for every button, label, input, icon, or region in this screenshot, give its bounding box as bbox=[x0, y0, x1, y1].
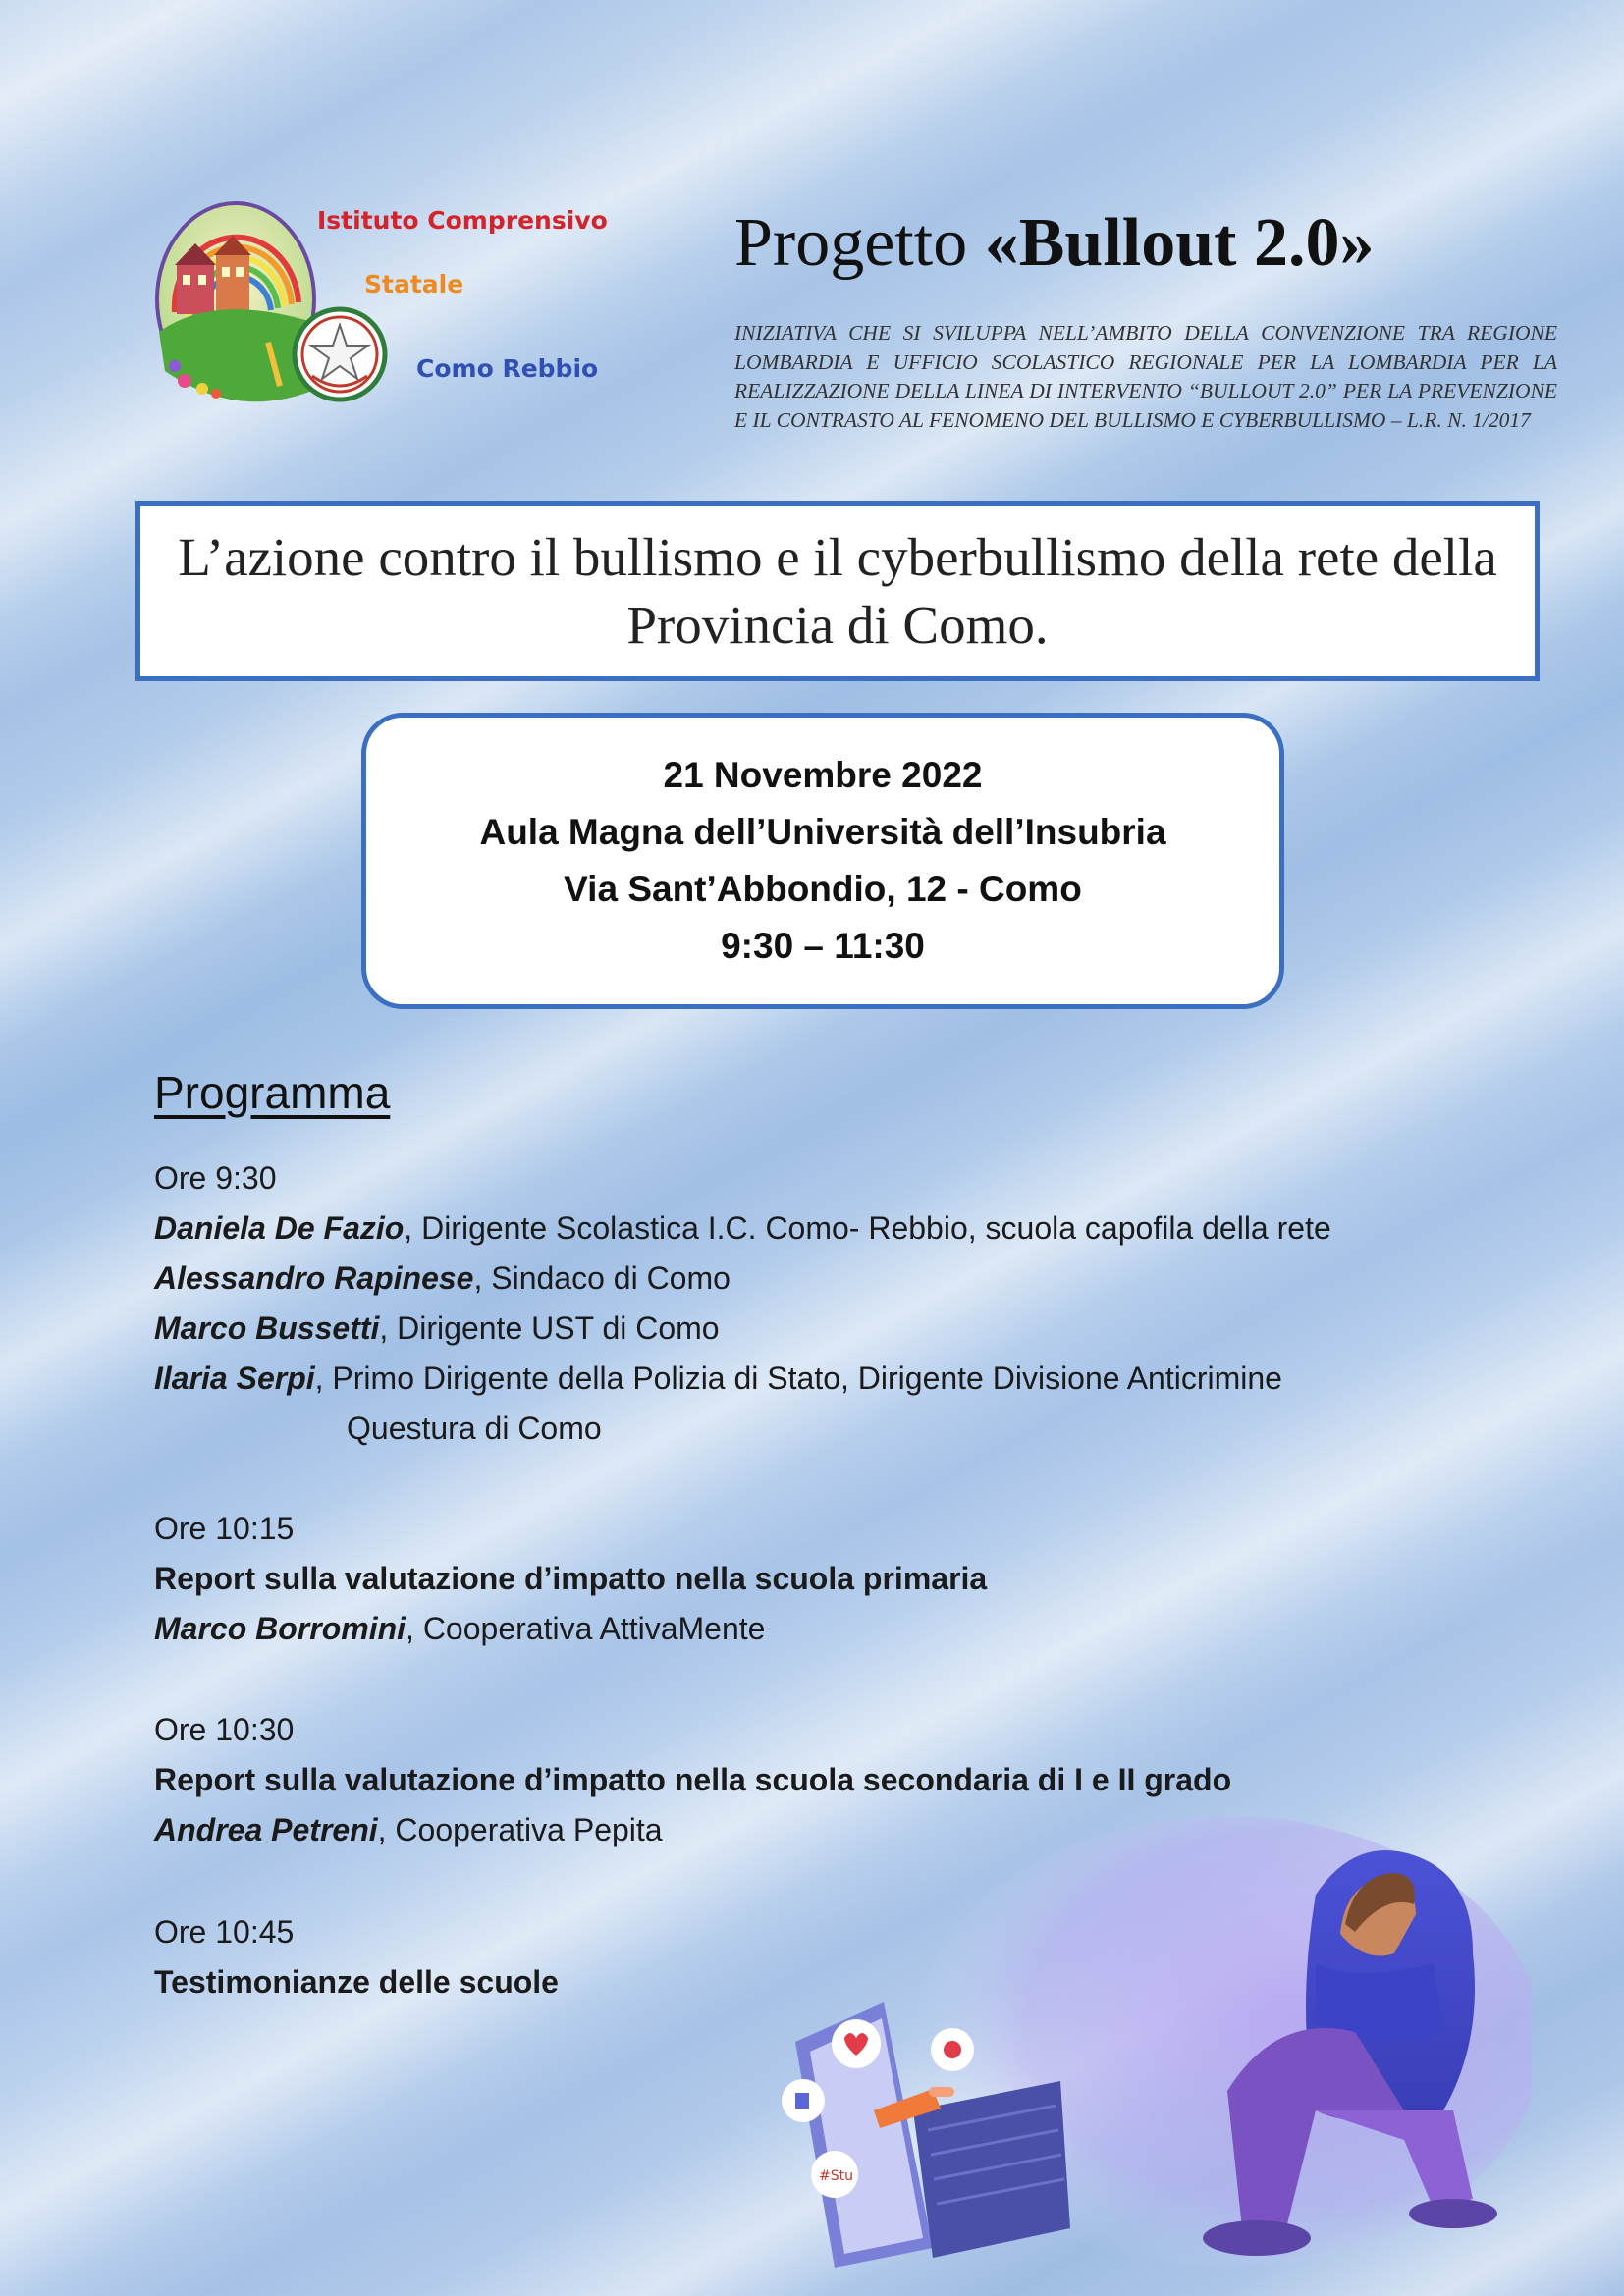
main-title-box bbox=[135, 501, 1540, 681]
event-venue: Aula Magna dell’Università dell’Insubria bbox=[479, 812, 1166, 852]
logo-line-institute: Istituto Comprensivo bbox=[317, 206, 608, 235]
speaker-role: , Cooperativa AttivaMente bbox=[406, 1611, 766, 1646]
program-time-3: Ore 10:30 bbox=[154, 1712, 295, 1747]
speaker-line bbox=[154, 1308, 720, 1348]
program-heading: Programma bbox=[154, 1067, 391, 1118]
speaker-name: Daniela De Fazio bbox=[154, 1210, 405, 1246]
project-title bbox=[734, 204, 1374, 283]
hashtag-bubble-icon bbox=[811, 2151, 858, 2198]
initiative-description: INIZIATIVA CHE SI SVILUPPA NELL’AMBITO DELLA CONVENZIONE TRA REGIONE LOMBARDIA E UFFICIO SCOLASTICO REGIONALE PER LA LOMBARDIA PER LA REALIZZAZIONE DELLA LINEA DI INTERVENTO “BULLOUT 2.0” PER LA PREVENZIONE E IL CONTRASTO AL FENOMENO DEL BULLISMO E CYBERBULLISMO – L.R. N. 1/2017 bbox=[734, 321, 1557, 432]
speaker-role-continuation: Questura di Como bbox=[347, 1411, 602, 1446]
speaker-line bbox=[154, 1359, 1282, 1398]
program-item-title: Report sulla valutazione d’impatto nella scuola secondaria di I e II grado bbox=[154, 1762, 1232, 1797]
program-item-title: Testimonianze delle scuole bbox=[154, 1964, 559, 2000]
speaker-line bbox=[154, 1258, 731, 1298]
program-item-title: Report sulla valutazione d’impatto nella scuola primaria bbox=[154, 1561, 988, 1596]
logo-line-statale: Statale bbox=[364, 270, 464, 298]
main-title: L’azione contro il bullismo e il cyberbullismo della rete della Provincia di Como. bbox=[178, 527, 1497, 655]
hashtag-bubble-text: #Stu bbox=[819, 2168, 853, 2184]
speaker-name: Ilaria Serpi bbox=[154, 1361, 315, 1396]
speaker-line bbox=[154, 1810, 663, 1849]
broken-heart-bubble-icon bbox=[832, 2019, 881, 2068]
speaker-name: Marco Borromini bbox=[154, 1611, 406, 1646]
speaker-name: Alessandro Rapinese bbox=[154, 1260, 474, 1296]
program-time-4: Ore 10:45 bbox=[154, 1914, 295, 1949]
event-details-box bbox=[361, 713, 1284, 1009]
speaker-line bbox=[154, 1208, 1331, 1248]
project-title-name: «Bullout 2.0» bbox=[984, 205, 1375, 281]
project-title-prefix: Progetto bbox=[734, 205, 985, 281]
speaker-role: , Sindaco di Como bbox=[473, 1260, 731, 1296]
event-date: 21 Novembre 2022 bbox=[663, 755, 983, 795]
program-time-2: Ore 10:15 bbox=[154, 1511, 295, 1546]
speaker-role: , Dirigente UST di Como bbox=[379, 1310, 720, 1346]
speaker-role: , Cooperativa Pepita bbox=[377, 1812, 663, 1847]
cyberbullying-illustration-art bbox=[766, 1816, 1532, 2277]
speaker-name: Marco Bussetti bbox=[154, 1310, 380, 1346]
speaker-role: , Primo Dirigente della Polizia di Stato, Dirigente Divisione Anticrimine bbox=[314, 1361, 1282, 1396]
speaker-name: Andrea Petreni bbox=[154, 1812, 378, 1847]
cyberbullying-illustration bbox=[766, 1816, 1532, 2277]
event-address: Via Sant’Abbondio, 12 - Como bbox=[564, 869, 1082, 909]
speaker-role: , Dirigente Scolastica I.C. Como- Rebbio, scuola capofila della rete bbox=[404, 1210, 1331, 1246]
school-logo bbox=[155, 194, 608, 420]
logo-line-location: Como Rebbio bbox=[416, 354, 599, 383]
speaker-line bbox=[154, 1609, 765, 1648]
event-time: 9:30 – 11:30 bbox=[721, 926, 925, 966]
alert-bubble-icon bbox=[931, 2028, 974, 2071]
program-time-1: Ore 9:30 bbox=[154, 1160, 277, 1196]
dislike-bubble-icon bbox=[782, 2079, 825, 2122]
